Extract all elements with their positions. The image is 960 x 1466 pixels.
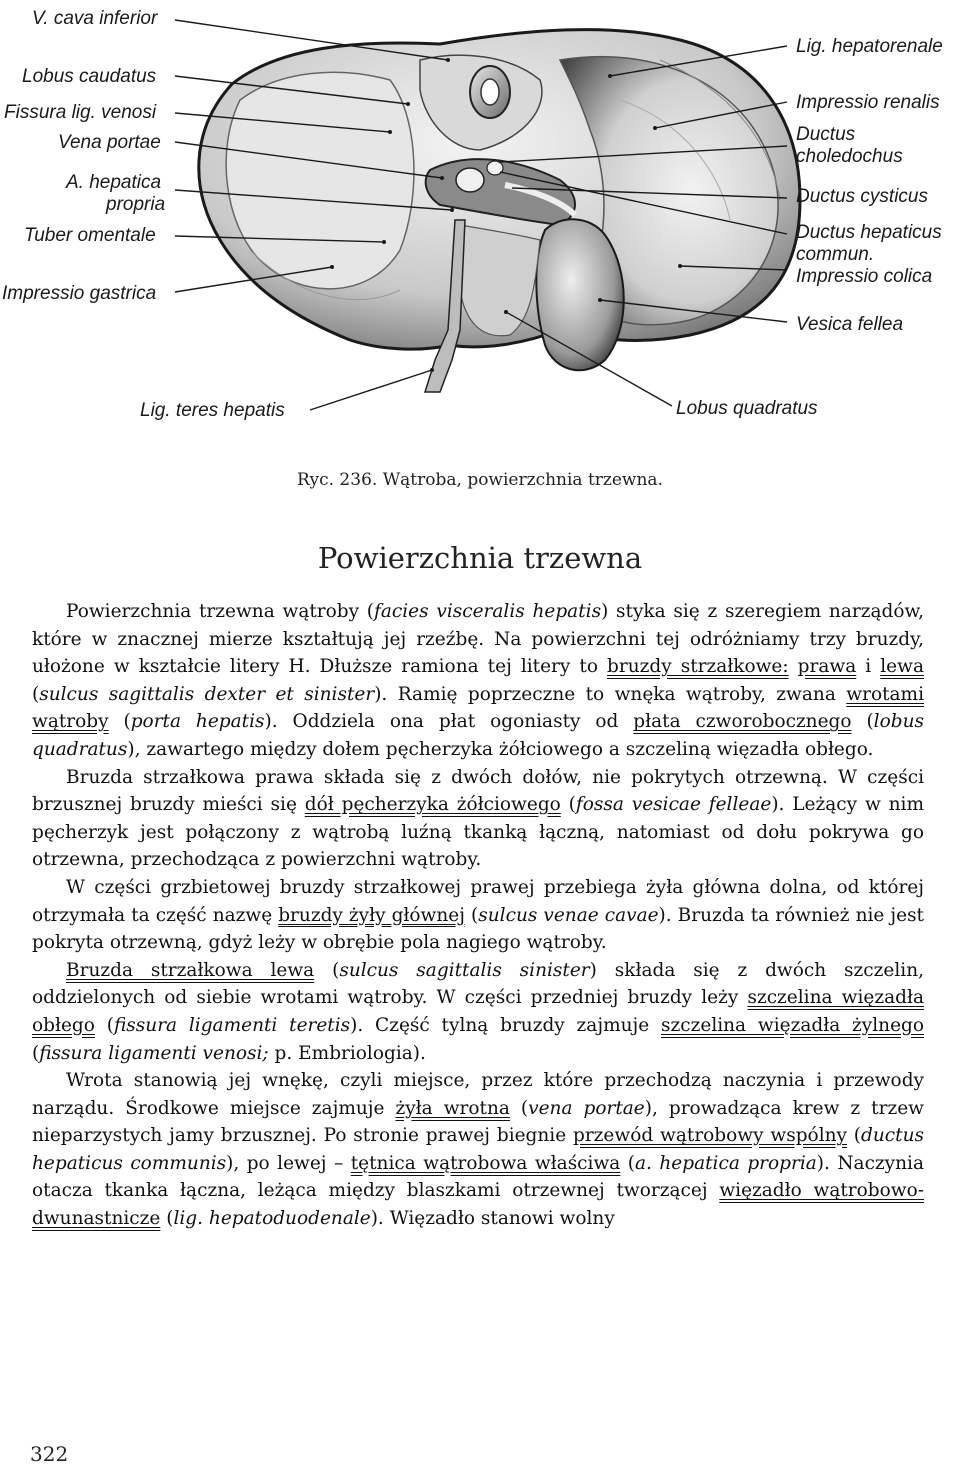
text-run: ), po lewej – [226, 1152, 351, 1174]
page-number: 322 [30, 1442, 69, 1466]
text-run: ), zawartego między dołem pęcherzyka żółciowego a szczeliną więzadła obłego. [127, 738, 874, 760]
text-run: ). Leżący w nim pęcherzyk jest połączony z wątrobą luźną tkanką łączną, natomiast od dołu pokrywa go otrzewna, przechodząca z powierzchni wątroby. [32, 794, 925, 871]
label-lobus-quadratus: Lobus quadratus [676, 398, 818, 419]
text-run: i [856, 656, 881, 678]
label-impressio-gastrica: Impressio gastrica [2, 283, 157, 304]
text-run: ( [851, 711, 874, 733]
key-term: prawa [797, 656, 857, 678]
text-run: ). Więzadło stanowi wolny [370, 1208, 615, 1230]
label-ductus: Ductus [796, 124, 856, 145]
label-a-hepatica: A. hepatica [66, 172, 162, 193]
latin-term: sulcus sagittalis dexter et sinister [39, 683, 375, 705]
key-term: lewa [880, 656, 924, 678]
label-vesica-fellea: Vesica fellea [796, 314, 904, 335]
figure-caption: Ryc. 236. Wątroba, powierzchnia trzewna. [297, 470, 663, 490]
text-run: ). Oddziela ona płat ogoniasty od [264, 711, 634, 733]
label-tuber-omentale: Tuber omentale [24, 225, 156, 246]
key-term: szczelina więzadła obłego [32, 987, 924, 1036]
text-run: ). Naczynia otacza tkanka łączna, leżąca między blaszkami otrzewnej tworzącej [32, 1152, 924, 1202]
latin-term: sulcus sagittalis sinister [339, 959, 590, 981]
label-choledochus: choledochus [796, 146, 903, 167]
text-run: Powierzchnia trzewna wątroby ( [66, 601, 375, 622]
text-run: W części grzbietowej bruzdy strzałkowej prawej przebiega żyła główna dolna, od której otrzymała ta część nazwę [32, 876, 924, 926]
text-run: Bruzda strzałkowa prawa składa się z dwóch dołów, nie pokrytych otrzewną. W części brzusznej bruzdy mieści się [32, 766, 924, 816]
liver-figure [0, 0, 960, 440]
text-run: ( [846, 1125, 862, 1147]
latin-term: lig. hepatoduodenale [173, 1208, 371, 1230]
key-term: tętnica wątrobowa właściwa [350, 1152, 621, 1174]
label-fissura-lig-venosi: Fissura lig. venosi [4, 102, 157, 123]
text-run: ( [509, 1097, 529, 1119]
paragraph [32, 874, 924, 957]
paragraph [32, 764, 924, 874]
text-run [789, 656, 798, 677]
body-text [32, 598, 924, 1233]
label-lobus-caudatus: Lobus caudatus [22, 66, 157, 87]
latin-term: ductus hepaticus communis [32, 1125, 924, 1174]
latin-term: a. hepatica propria [635, 1152, 817, 1174]
text-run: p. Embriologia). [268, 1042, 426, 1064]
label-propria: propria [106, 194, 166, 215]
key-term: szczelina więzadła żylnego [661, 1014, 924, 1036]
key-term: więzadło wątrobowo-dwunastnicze [32, 1180, 924, 1230]
key-term: płata czworobocznego [633, 711, 852, 733]
section-title: Powierzchnia trzewna [317, 541, 643, 575]
latin-term: fissura ligamenti teretis [113, 1014, 351, 1036]
label-commun: commun. [796, 244, 875, 265]
text-run: ). Ramię poprzeczne to wnęka wątroby, zwana [374, 683, 847, 705]
text-run: Wrota stanowią jej wnękę, czyli miejsce, przez które przechodzą naczynia i przewody narządu. Środkowe miejsce zajmuje [32, 1070, 924, 1119]
latin-term: vena portae [528, 1097, 645, 1119]
text-run: ), prowadząca krew z trzew nieparzystych jamy brzusznej. Po stronie prawej biegnie [32, 1097, 924, 1147]
text-run: ( [94, 1014, 114, 1036]
label-impressio-renalis: Impressio renalis [796, 92, 940, 113]
label-ductus-hepaticus: Ductus hepaticus [796, 222, 942, 243]
text-run: ( [108, 711, 131, 733]
text-run: ( [32, 683, 40, 705]
paragraph [32, 598, 924, 764]
text-run: ( [465, 904, 479, 926]
latin-term: fissura ligamenti venosi; [39, 1042, 269, 1064]
key-term: przewód wątrobowy wspólny [573, 1125, 847, 1147]
key-term: żyła wrotna [395, 1097, 510, 1119]
key-term: bruzdy żyły głównej [278, 904, 465, 926]
text-run: ) styka się z szeregiem narządów, które w znacznej mierze kształtują jej rzeźbę. Na powierzchni tej odróżniamy trzy bruzdy, ułożone w kształcie litery H. Dłuższe ramiona tej litery to [32, 601, 924, 678]
label-lig-hepatorenale: Lig. hepatorenale [796, 36, 943, 57]
label-lig-teres-hepatis: Lig. teres hepatis [140, 400, 285, 421]
label-impressio-colica: Impressio colica [796, 266, 933, 287]
key-term: Bruzda strzałkowa lewa [66, 959, 315, 981]
paragraph [32, 1067, 924, 1233]
latin-term: fossa vesicae felleae [575, 794, 772, 816]
label-vena-portae: Vena portae [58, 132, 161, 153]
text-run: ). Bruzda ta również nie jest pokryta otrzewną, gdyż leży w obrębie pola nagiego wątroby. [32, 904, 924, 954]
text-run: ) składa się z dwóch szczelin, oddzielonych od siebie wrotami wątroby. W części przedniej bruzdy leży [32, 959, 924, 1009]
text-run: ( [160, 1208, 174, 1230]
label-ductus-cysticus: Ductus cysticus [796, 186, 928, 207]
text-run: ( [560, 794, 576, 816]
text-run: ( [620, 1152, 636, 1174]
latin-term: sulcus venae cavae [478, 904, 659, 926]
text-run: ). Część tylną bruzdy zajmuje [350, 1014, 662, 1036]
paragraph [32, 957, 924, 1067]
latin-term: lobus quadratus [32, 711, 924, 760]
latin-term: porta hepatis [130, 711, 265, 733]
key-term: bruzdy strzałkowe: [607, 656, 789, 678]
text-run: ( [32, 1042, 40, 1064]
label-v-cava-inferior: V. cava inferior [32, 8, 158, 29]
key-term: dół pęcherzyka żółciowego [304, 794, 561, 816]
gallbladder [536, 219, 623, 370]
key-term: wrotami wątroby [32, 683, 925, 733]
latin-term: facies visceralis hepatis [374, 601, 602, 622]
text-run: ( [314, 959, 340, 981]
